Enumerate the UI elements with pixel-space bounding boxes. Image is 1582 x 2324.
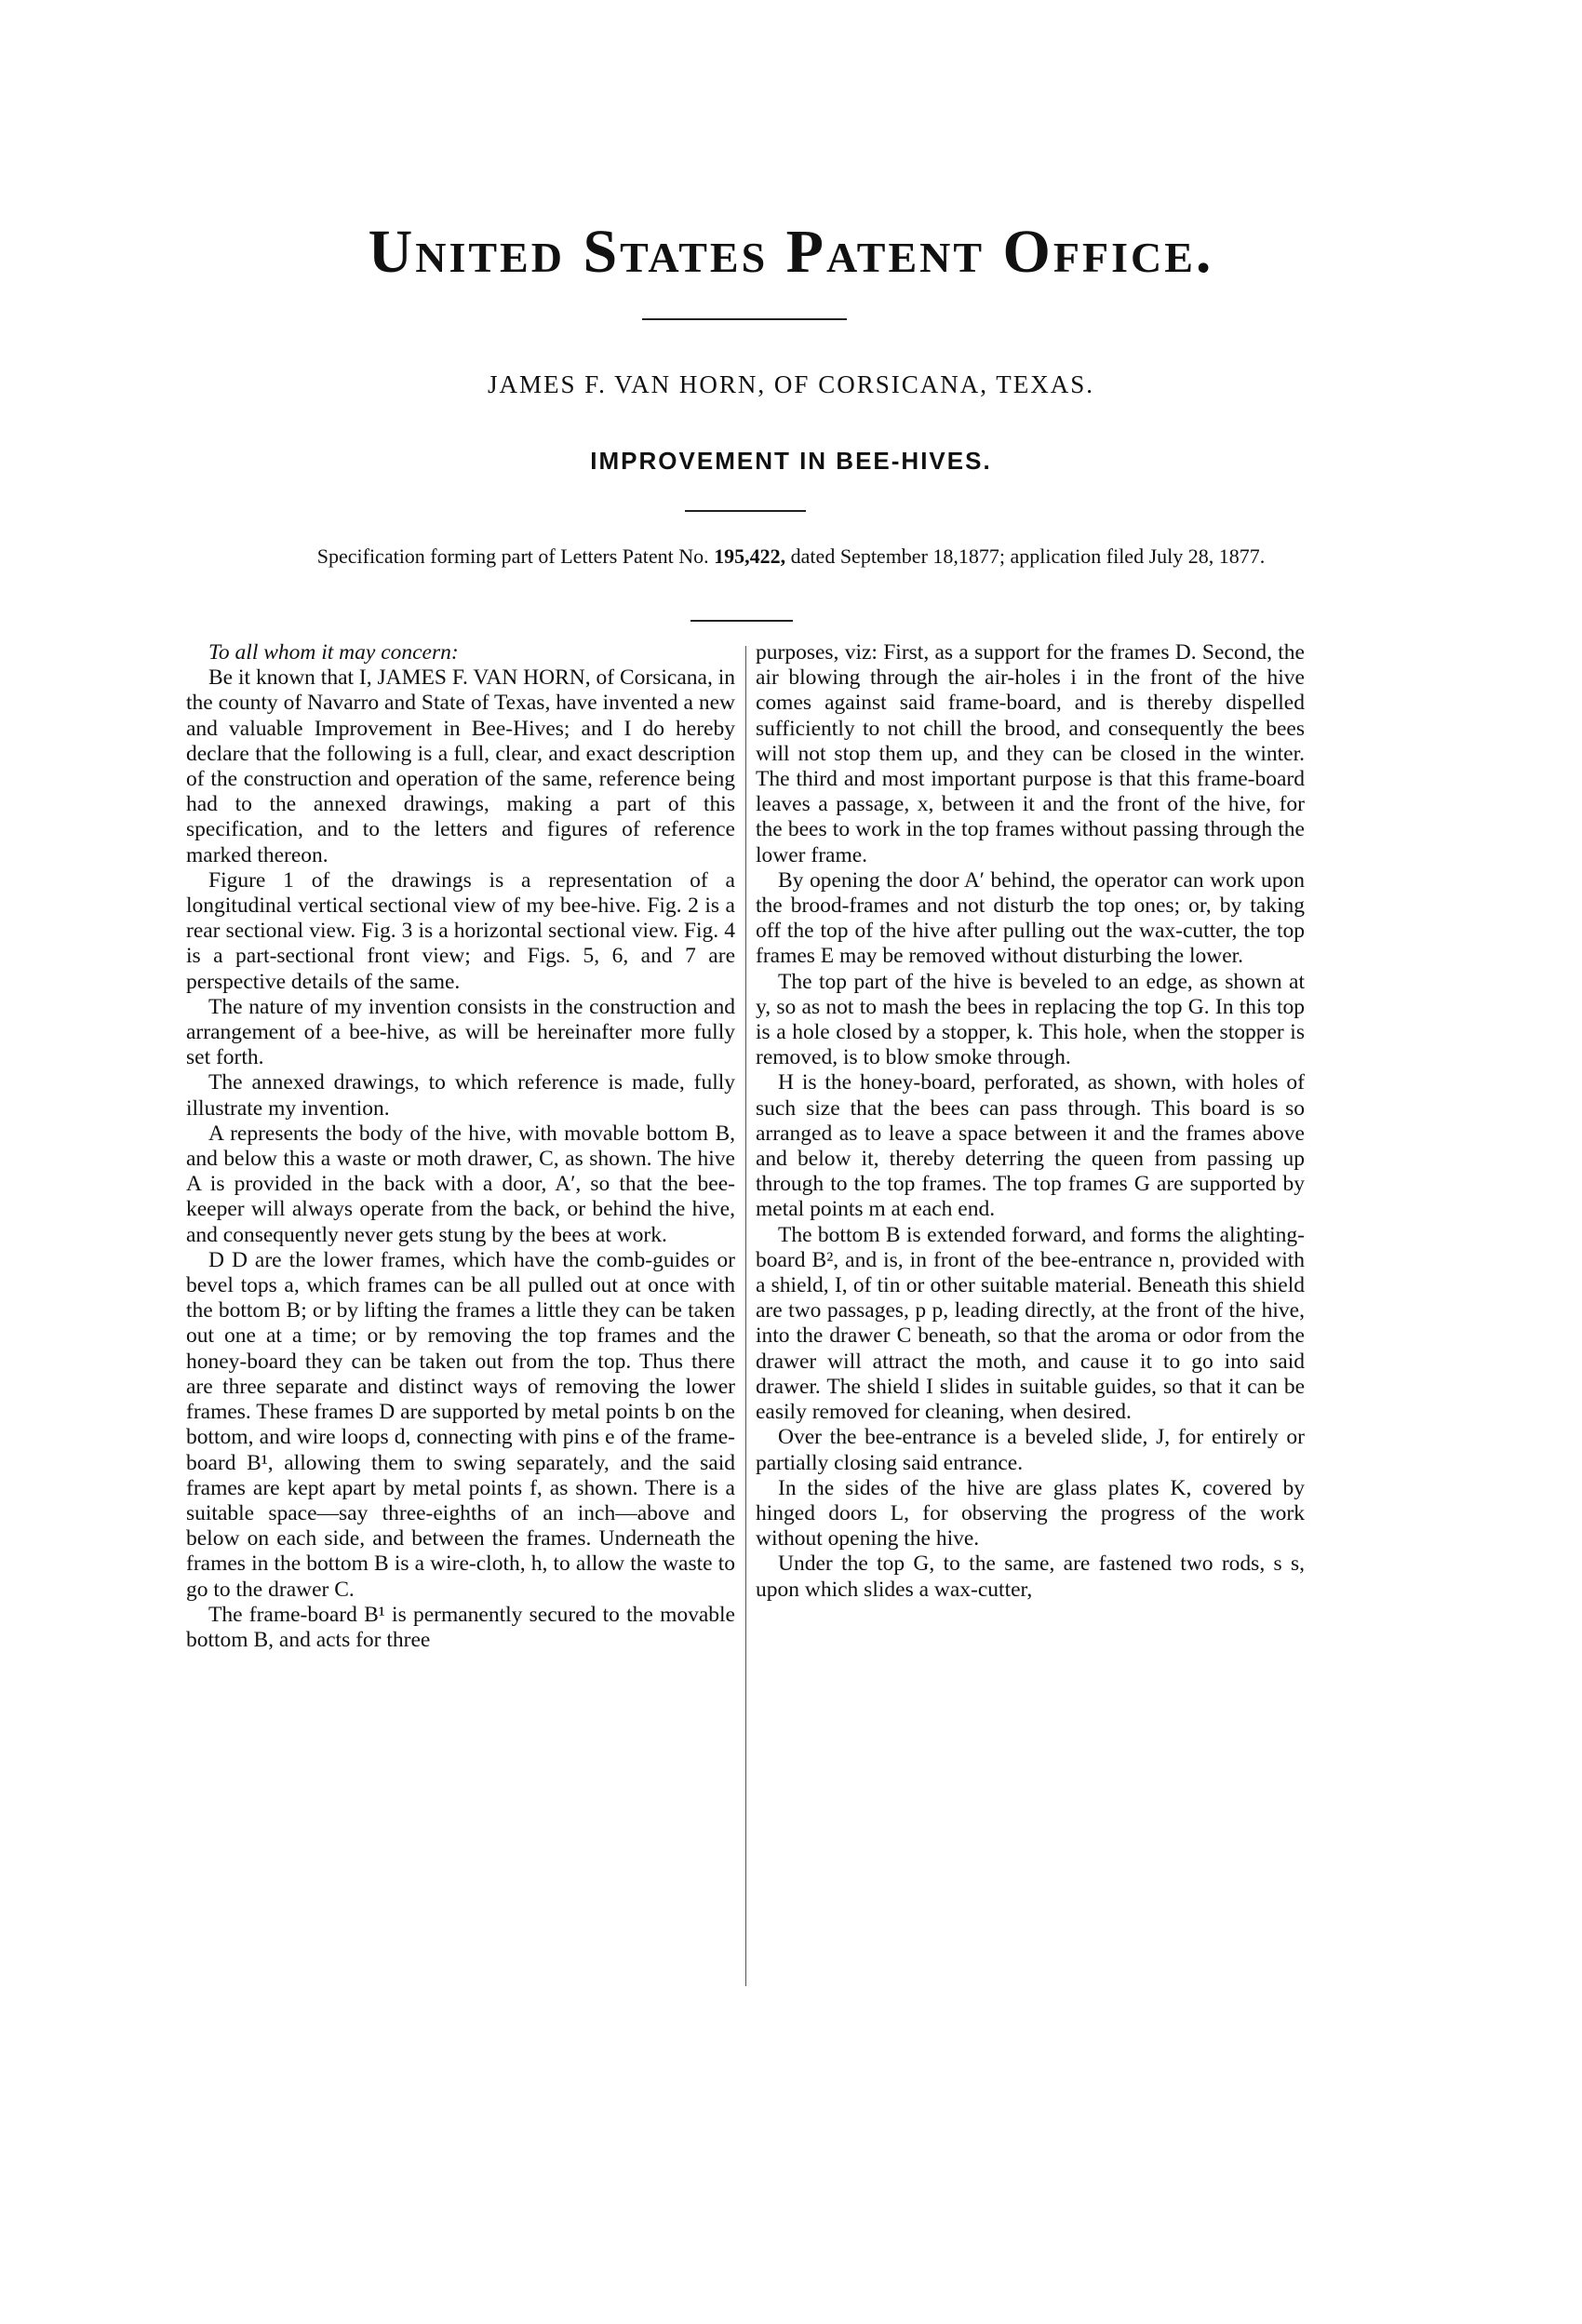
spec-rule: [690, 620, 793, 622]
paragraph: H is the honey-board, perforated, as shown, with holes of such size that the bees can pass through. This board is so arranged as to leave a space between it and the frames above and below it, thereby deterring the queen from passing up through to the top frames. The top frames G are supported by metal points m at each end.: [756, 1070, 1305, 1222]
paragraph: Figure 1 of the drawings is a representation of a longitudinal vertical sectional view of my bee-hive. Fig. 2 is a rear sectional view. Fig. 3 is a horizontal sectional view. Fig. 4 is a part-sectional front view; and Figs. 5, 6, and 7 are perspective details of the same.: [186, 867, 735, 994]
paragraph: The bottom B is extended forward, and forms the alighting-board B², and is, in front of the bee-entrance n, provided with a shield, I, of tin or other suitable material. Beneath this shield are two passages, p p, leading directly, at the front of the hive, into the drawer C beneath, so that the aroma or odor from the drawer will attract the moth, and cause it to go into said drawer. The shield I slides in suitable guides, so that it can be easily removed for cleaning, when desired.: [756, 1222, 1305, 1425]
paragraph: The top part of the hive is beveled to an edge, as shown at y, so as not to mash the bees in replacing the top G. In this top is a hole closed by a stopper, k. This hole, when the stopper is removed, is to blow smoke through.: [756, 969, 1305, 1070]
paragraph: Be it known that I, JAMES F. VAN HORN, of Corsicana, in the county of Navarro and State of Texas, have invented a new and valuable Improvement in Bee-Hives; and I do hereby declare that the following is a full, clear, and exact description of the construction and operation of the same, reference being had to the annexed drawings, making a part of this specification, and to the letters and figures of reference marked thereon.: [186, 665, 735, 867]
title-rule: [642, 318, 847, 320]
paragraph: The frame-board B¹ is permanently secured to the movable bottom B, and acts for three: [186, 1602, 735, 1652]
patent-subject: IMPROVEMENT IN BEE-HIVES.: [590, 447, 992, 475]
office-title: United States Patent Office.: [368, 218, 1214, 286]
patent-number: 195,422,: [714, 544, 786, 568]
column-divider: [745, 646, 746, 1986]
paragraph: Under the top G, to the same, are fastened two rods, s s, upon which slides a wax-cutter,: [756, 1552, 1305, 1602]
paragraph: A represents the body of the hive, with movable bottom B, and below this a waste or moth drawer, C, as shown. The hive A is provided in the back with a door, A′, so that the bee-keeper will always operate from the back, or behind the hive, and consequently never gets stung by the bees at work.: [186, 1121, 735, 1247]
subject-rule: [685, 510, 806, 512]
spec-prefix: Specification forming part of Letters Patent No.: [316, 544, 709, 568]
paragraph: purposes, viz: First, as a support for the frames D. Second, the air blowing through the air-holes i in the front of the hive comes against said frame-board, and is thereby dispelled sufficiently to not chill the brood, and consequently the bees will not stop them up, and they can be closed in the winter. The third and most important purpose is that this frame-board leaves a passage, x, between it and the front of the hive, for the bees to work in the top frames without passing through the lower frame.: [756, 640, 1305, 867]
paragraph: Over the bee-entrance is a beveled slide, J, for entirely or partially closing said entrance.: [756, 1425, 1305, 1475]
spec-suffix: dated September 18,1877; application filed July 28, 1877.: [790, 544, 1266, 568]
paragraph: By opening the door A′ behind, the operator can work upon the brood-frames and not disturb the top ones; or, by taking off the top of the hive after pulling out the wax-cutter, the top frames E may be removed without disturbing the lower.: [756, 867, 1305, 969]
inventor-line: JAMES F. VAN HORN, OF CORSICANA, TEXAS.: [488, 370, 1094, 398]
left-column: [186, 640, 735, 1653]
paragraph: D D are the lower frames, which have the comb-guides or bevel tops a, which frames can be all pulled out at once with the bottom B; or by lifting the frames a little they can be taken out one at a time; or by removing the top frames and the honey-board they can be taken out from the top. Thus there are three separate and distinct ways of removing the lower frames. These frames D are supported by metal points b on the bottom, and wire loops d, connecting with pins e of the frame-board B¹, allowing them to swing separately, and the said frames are kept apart by metal points f, as shown. There is a suitable space—say three-eighths of an inch—above and below on each side, and between the frames. Underneath the frames in the bottom B is a wire-cloth, h, to allow the waste to go to the drawer C.: [186, 1247, 735, 1602]
paragraph: The annexed drawings, to which reference is made, fully illustrate my invention.: [186, 1070, 735, 1121]
right-column: [756, 640, 1305, 1603]
specification-line: [200, 542, 1382, 571]
salutation: To all whom it may concern:: [208, 640, 459, 665]
paragraph: The nature of my invention consists in the construction and arrangement of a bee-hive, as will be hereinafter more fully set forth.: [186, 994, 735, 1070]
paragraph: In the sides of the hive are glass plates K, covered by hinged doors L, for observing the progress of the work without opening the hive.: [756, 1475, 1305, 1552]
